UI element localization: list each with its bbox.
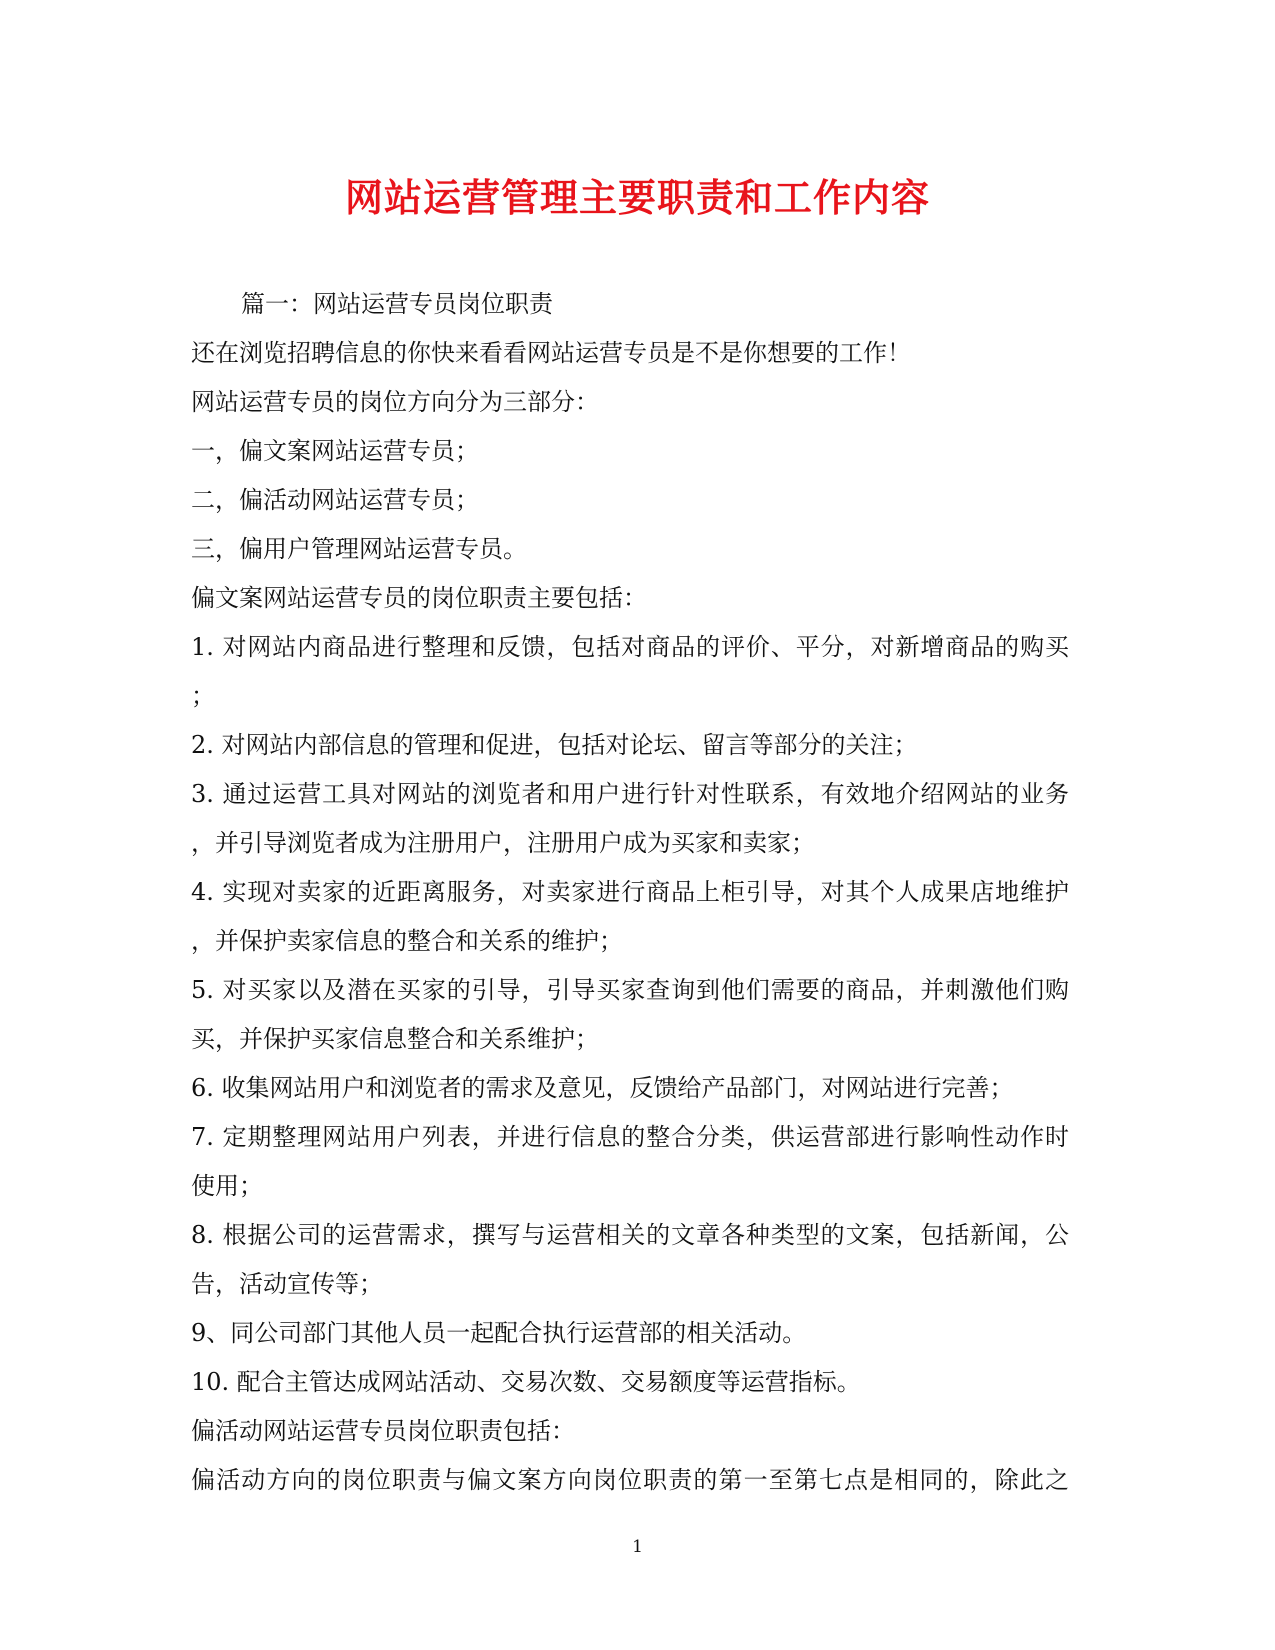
page-number: 1 xyxy=(632,1537,643,1557)
paragraph-line: 网站运营专员的岗位方向分为三部分： xyxy=(191,388,599,416)
list-item-line: ，并引导浏览者成为注册用户，注册用户成为买家和卖家； xyxy=(191,829,815,857)
paragraph-line: 二，偏活动网站运营专员； xyxy=(191,486,479,514)
list-item-line: 6. 收集网站用户和浏览者的需求及意见，反馈给产品部门，对网站进行完善； xyxy=(191,1074,1014,1102)
list-item-line: ； xyxy=(191,682,215,710)
list-item-line: 7. 定期整理网站用户列表，并进行信息的整合分类，供运营部进行影响性动作时 xyxy=(191,1123,1069,1151)
paragraph-line: 偏活动网站运营专员岗位职责包括： xyxy=(191,1417,575,1445)
list-item-line: 使用； xyxy=(191,1172,263,1200)
paragraph-line: 一，偏文案网站运营专员； xyxy=(191,437,479,465)
paragraph-line: 偏文案网站运营专员的岗位职责主要包括： xyxy=(191,584,647,612)
list-item-line: 1. 对网站内商品进行整理和反馈，包括对商品的评价、平分，对新增商品的购买 xyxy=(191,633,1069,661)
document-body xyxy=(191,280,1069,1505)
list-item-line: 5. 对买家以及潜在买家的引导，引导买家查询到他们需要的商品，并刺激他们购 xyxy=(191,976,1069,1004)
document-title: 网站运营管理主要职责和工作内容 xyxy=(344,175,930,220)
paragraph-line: 还在浏览招聘信息的你快来看看网站运营专员是不是你想要的工作！ xyxy=(191,339,911,367)
list-item-line: 买，并保护买家信息整合和关系维护； xyxy=(191,1025,599,1053)
list-item-line: ，并保护卖家信息的整合和关系的维护； xyxy=(191,927,623,955)
list-item-line: 2. 对网站内部信息的管理和促进，包括对论坛、留言等部分的关注； xyxy=(191,731,918,759)
list-item-line: 9、同公司部门其他人员一起配合执行运营部的相关活动。 xyxy=(191,1319,807,1347)
section-heading: 篇一：网站运营专员岗位职责 xyxy=(241,290,553,318)
list-item-line: 3. 通过运营工具对网站的浏览者和用户进行针对性联系，有效地介绍网站的业务 xyxy=(191,780,1069,808)
list-item-line: 告，活动宣传等； xyxy=(191,1270,383,1298)
list-item-line: 4. 实现对卖家的近距离服务，对卖家进行商品上柜引导，对其个人成果店地维护 xyxy=(191,878,1069,906)
paragraph-line: 三，偏用户管理网站运营专员。 xyxy=(191,535,527,563)
paragraph-line: 偏活动方向的岗位职责与偏文案方向岗位职责的第一至第七点是相同的，除此之 xyxy=(191,1466,1069,1494)
list-item-line: 8. 根据公司的运营需求，撰写与运营相关的文章各种类型的文案，包括新闻，公 xyxy=(191,1221,1069,1249)
list-item-line: 10. 配合主管达成网站活动、交易次数、交易额度等运营指标。 xyxy=(191,1368,861,1396)
